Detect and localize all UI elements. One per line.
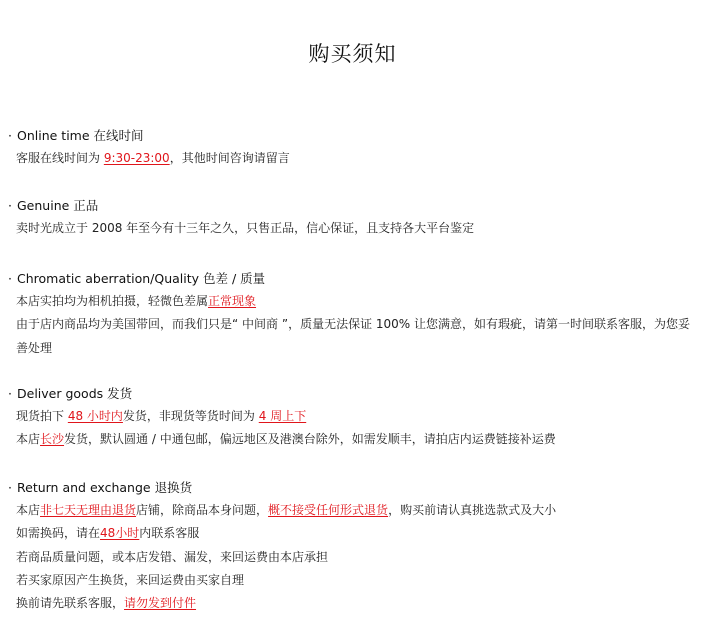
section-heading	[8, 267, 698, 290]
changsha-highlight: 长沙	[40, 432, 65, 447]
section-deliver	[8, 382, 698, 452]
section-heading	[8, 476, 698, 499]
text-segment: ，购买前请认真挑选款式及大小	[388, 502, 557, 517]
section-return	[8, 476, 698, 616]
contact-before-exchange-line	[8, 592, 698, 615]
page-title: 购买须知	[308, 42, 397, 66]
section-online-time	[8, 124, 698, 170]
text-segment: 店铺，除商品本身问题，	[136, 502, 269, 517]
heading-text: Deliver goods 发货	[17, 386, 133, 402]
text-segment: 本店	[16, 432, 41, 447]
quality-line: 由于店内商品均为美国带回，而我们只是“ 中间商 ”，质量无法保证 100% 让您满意，如有瑕疵，请第一时间联系客服，为您妥善处理	[16, 317, 691, 355]
text-segment: 内联系客服	[139, 526, 200, 541]
exchange-48h-highlight: 48小时	[100, 526, 140, 541]
heading-text: Return and exchange 退换货	[17, 479, 193, 495]
text-segment: 客服在线时间为	[16, 151, 104, 165]
text-segment: 发货，非现货等货时间为	[122, 409, 259, 424]
heading-text: Genuine 正品	[17, 198, 99, 214]
exchange-size-line	[8, 522, 698, 545]
four-weeks-highlight: 4 周上下	[258, 409, 307, 424]
normal-phenomenon-highlight: 正常现象	[208, 293, 257, 308]
text-segment: 本店实拍均为相机拍摄，轻微色差属	[16, 293, 209, 308]
bullet-icon: ·	[8, 270, 12, 286]
text-segment: 换前请先联系客服，	[16, 596, 125, 611]
heading-text: Chromatic aberration/Quality 色差 / 质量	[17, 270, 266, 286]
heading-text: Online time 在线时间	[17, 128, 144, 143]
bullet-icon: ·	[8, 198, 12, 214]
section-genuine	[8, 194, 698, 240]
text-segment: 现货拍下	[16, 409, 68, 424]
color-diff-line	[8, 290, 698, 313]
purchase-notice-content	[8, 124, 698, 640]
bullet-icon: ·	[8, 128, 12, 143]
text-segment: ，其他时间咨询请留言	[169, 151, 290, 165]
no-cod-highlight: 请勿发到付件	[124, 596, 197, 611]
text-segment: 如需换码，请在	[16, 526, 101, 541]
online-hours-highlight: 9:30-23:00	[103, 151, 170, 165]
bullet-icon: ·	[8, 386, 12, 402]
online-time-line	[8, 147, 698, 170]
bullet-icon: ·	[8, 479, 12, 495]
section-quality	[8, 267, 698, 360]
section-heading	[8, 124, 698, 147]
text-segment: 发货，默认圆通 / 中通包邮，偏远地区及港澳台除外，如需发顺丰，请拍店内运费链接补运费	[64, 432, 556, 447]
no-return-highlight: 概不接受任何形式退货	[268, 502, 389, 517]
ship-48h-highlight: 48 小时内	[67, 409, 123, 424]
text-segment: 本店	[16, 502, 41, 517]
shipping-origin-line	[8, 428, 698, 451]
no-7day-return-highlight: 非七天无理由退货	[40, 502, 137, 517]
buyer-shipping-fee-line: 若买家原因产生换货，来回运费由买家自理	[16, 573, 245, 588]
return-policy-line	[8, 499, 698, 522]
section-heading	[8, 382, 698, 405]
genuine-line: 卖时光成立于 2008 年至今有十三年之久，只售正品，信心保证，且支持各大平台鉴定	[16, 221, 475, 236]
shipping-time-line	[8, 405, 698, 428]
store-shipping-fee-line: 若商品质量问题，或本店发错、漏发，来回运费由本店承担	[16, 549, 329, 564]
section-heading	[8, 194, 698, 217]
